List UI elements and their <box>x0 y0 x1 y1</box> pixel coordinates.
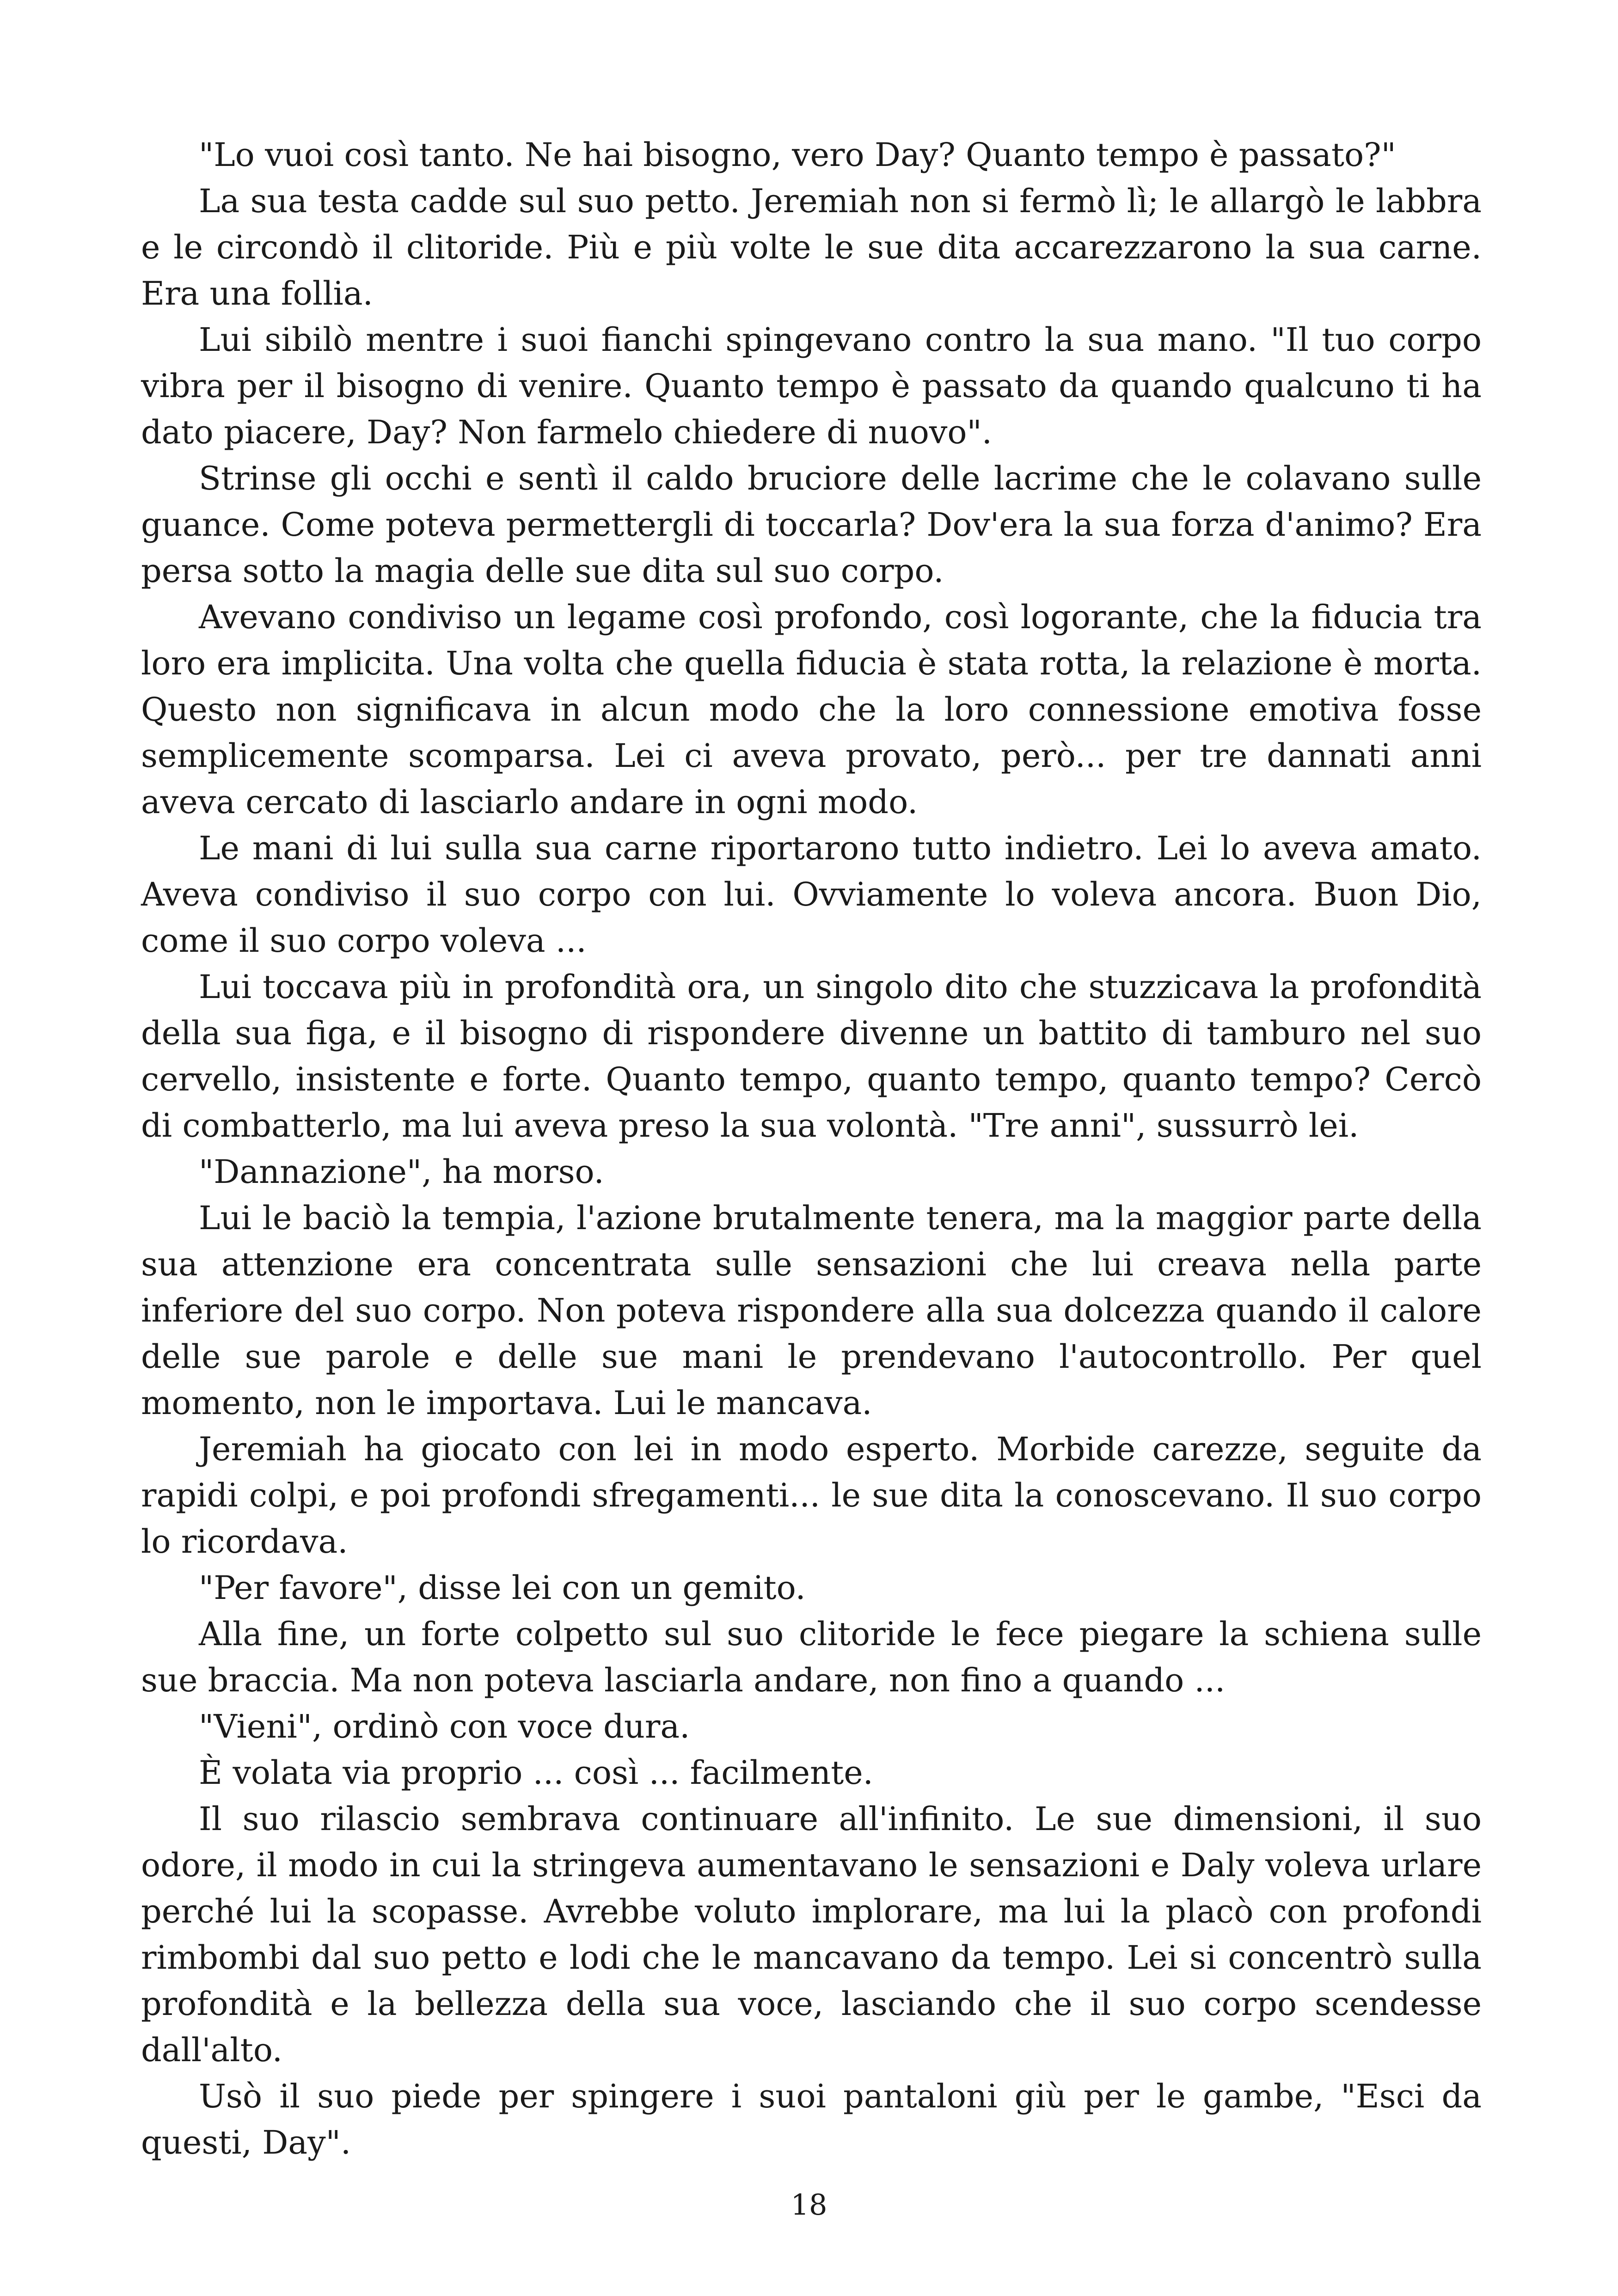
page-body <box>141 132 1482 2166</box>
paragraph: Lui toccava più in profondità ora, un singolo dito che stuzzicava la profondità della sua figa, e il bisogno di rispondere divenne un battito di tamburo nel suo cervello, insistente e forte. Quanto tempo, quanto tempo, quanto tempo? Cercò di combatterlo, ma lui aveva preso la sua volontà. "Tre anni", sussurrò lei. <box>141 968 1482 1145</box>
paragraph: La sua testa cadde sul suo petto. Jeremiah non si fermò lì; le allargò le labbra e le circondò il clitoride. Più e più volte le sue dita accarezzarono la sua carne. Era una follia. <box>141 182 1482 312</box>
paragraph: Lui sibilò mentre i suoi fianchi spingevano contro la sua mano. "Il tuo corpo vibra per il bisogno di venire. Quanto tempo è passato da quando qualcuno ti ha dato piacere, Day? Non farmelo chiedere di nuovo". <box>141 321 1482 451</box>
paragraph: Usò il suo piede per spingere i suoi pantaloni giù per le gambe, "Esci da questi, Day". <box>141 2077 1482 2161</box>
paragraph: "Per favore", disse lei con un gemito. <box>199 1569 806 1607</box>
paragraph: È volata via proprio ... così ... facilmente. <box>199 1754 873 1792</box>
paragraph: Alla fine, un forte colpetto sul suo clitoride le fece piegare la schiena sulle sue braccia. Ma non poteva lasciarla andare, non fino a quando ... <box>141 1615 1482 1699</box>
page-number: 18 <box>791 2188 827 2222</box>
paragraph: "Lo vuoi così tanto. Ne hai bisogno, vero Day? Quanto tempo è passato?" <box>199 136 1396 174</box>
paragraph: "Vieni", ordinò con voce dura. <box>199 1708 690 1745</box>
paragraph: Lui le baciò la tempia, l'azione brutalmente tenera, ma la maggior parte della sua attenzione era concentrata sulle sensazioni che lui creava nella parte inferiore del suo corpo. Non poteva rispondere alla sua dolcezza quando il calore delle sue parole e delle sue mani le prendevano l'autocontrollo. Per quel momento, non le importava. Lui le mancava. <box>141 1199 1482 1422</box>
paragraph: Strinse gli occhi e sentì il caldo bruciore delle lacrime che le colavano sulle guance. Come poteva permettergli di toccarla? Dov'era la sua forza d'animo? Era persa sotto la magia delle sue dita sul suo corpo. <box>141 459 1482 590</box>
paragraph: "Dannazione", ha morso. <box>199 1153 604 1191</box>
paragraph: Il suo rilascio sembrava continuare all'infinito. Le sue dimensioni, il suo odore, il modo in cui la stringeva aumentavano le sensazioni e Daly voleva urlare perché lui la scopasse. Avrebbe voluto implorare, ma lui la placò con profondi rimbombi dal suo petto e lodi che le mancavano da tempo. Lei si concentrò sulla profondità e la bellezza della sua voce, lasciando che il suo corpo scendesse dall'alto. <box>141 1800 1482 2069</box>
paragraph: Avevano condiviso un legame così profondo, così logorante, che la fiducia tra loro era implicita. Una volta che quella fiducia è stata rotta, la relazione è morta. Questo non significava in alcun modo che la loro connessione emotiva fosse semplicemente scomparsa. Lei ci aveva provato, però... per tre dannati anni aveva cercato di lasciarlo andare in ogni modo. <box>141 598 1482 821</box>
paragraph: Le mani di lui sulla sua carne riportarono tutto indietro. Lei lo aveva amato. Aveva condiviso il suo corpo con lui. Ovviamente lo voleva ancora. Buon Dio, come il suo corpo voleva ... <box>141 829 1482 960</box>
paragraph: Jeremiah ha giocato con lei in modo esperto. Morbide carezze, seguite da rapidi colpi, e poi profondi sfregamenti... le sue dita la conoscevano. Il suo corpo lo ricordava. <box>141 1430 1482 1561</box>
